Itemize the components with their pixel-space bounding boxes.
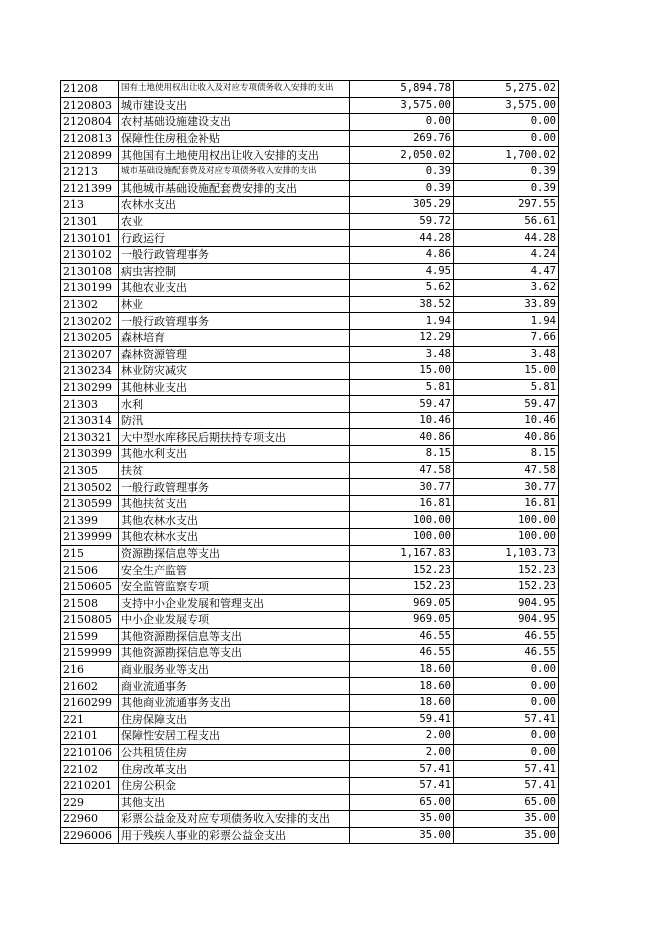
- table-row: [61, 827, 559, 844]
- account-name-cell: 林业防灾减灾: [119, 363, 350, 380]
- amount-cell-2: 100.00: [454, 529, 559, 546]
- table-row: [61, 363, 559, 380]
- amount-cell-1: 2,050.02: [350, 147, 454, 164]
- amount-cell-1: 16.81: [350, 495, 454, 512]
- account-name-cell: 森林资源管理: [119, 346, 350, 363]
- account-name-cell: 住房保障支出: [119, 711, 350, 728]
- table-row: [61, 612, 559, 629]
- account-code-cell: 2121399: [61, 180, 119, 197]
- account-name-cell: 森林培育: [119, 329, 350, 346]
- account-code-cell: 221: [61, 711, 119, 728]
- account-code-cell: 2210106: [61, 744, 119, 761]
- account-code-cell: 216: [61, 661, 119, 678]
- amount-cell-1: 8.15: [350, 446, 454, 463]
- amount-cell-1: 5,894.78: [350, 81, 454, 98]
- amount-cell-1: 18.60: [350, 661, 454, 678]
- account-name-cell: 一般行政管理事务: [119, 246, 350, 263]
- account-code-cell: 2130399: [61, 446, 119, 463]
- amount-cell-2: 0.00: [454, 114, 559, 131]
- amount-cell-2: 57.41: [454, 711, 559, 728]
- account-name-cell: 其他扶贫支出: [119, 495, 350, 512]
- account-name-cell: 其他林业支出: [119, 379, 350, 396]
- amount-cell-2: 33.89: [454, 296, 559, 313]
- account-code-cell: 2130599: [61, 495, 119, 512]
- account-name-cell: 行政运行: [119, 230, 350, 247]
- account-code-cell: 2150805: [61, 612, 119, 629]
- table-row: [61, 811, 559, 828]
- amount-cell-1: 44.28: [350, 230, 454, 247]
- account-name-cell: 一般行政管理事务: [119, 479, 350, 496]
- amount-cell-1: 2.00: [350, 728, 454, 745]
- amount-cell-1: 100.00: [350, 512, 454, 529]
- account-name-cell: 支持中小企业发展和管理支出: [119, 595, 350, 612]
- amount-cell-1: 4.86: [350, 246, 454, 263]
- amount-cell-2: 5,275.02: [454, 81, 559, 98]
- account-code-cell: 22960: [61, 811, 119, 828]
- account-code-cell: 213: [61, 197, 119, 214]
- account-name-cell: 其他国有土地使用权出让收入安排的支出: [119, 147, 350, 164]
- table-row: [61, 711, 559, 728]
- table-row: [61, 296, 559, 313]
- account-code-cell: 2130102: [61, 246, 119, 263]
- amount-cell-1: 59.72: [350, 213, 454, 230]
- amount-cell-2: 56.61: [454, 213, 559, 230]
- account-name-cell: 安全生产监管: [119, 562, 350, 579]
- account-code-cell: 2130299: [61, 379, 119, 396]
- table-row: [61, 545, 559, 562]
- table-row: [61, 329, 559, 346]
- account-name-cell: 水利: [119, 396, 350, 413]
- amount-cell-1: 57.41: [350, 777, 454, 794]
- amount-cell-2: 1,103.73: [454, 545, 559, 562]
- amount-cell-1: 152.23: [350, 578, 454, 595]
- account-name-cell: 安全监管监察专项: [119, 578, 350, 595]
- amount-cell-1: 38.52: [350, 296, 454, 313]
- amount-cell-2: 904.95: [454, 612, 559, 629]
- table-row: [61, 462, 559, 479]
- table-row: [61, 595, 559, 612]
- table-row: [61, 728, 559, 745]
- amount-cell-2: 35.00: [454, 827, 559, 844]
- account-code-cell: 21508: [61, 595, 119, 612]
- amount-cell-2: 5.81: [454, 379, 559, 396]
- amount-cell-1: 152.23: [350, 562, 454, 579]
- account-name-cell: 中小企业发展专项: [119, 612, 350, 629]
- account-code-cell: 2130314: [61, 412, 119, 429]
- account-name-cell: 扶贫: [119, 462, 350, 479]
- amount-cell-1: 18.60: [350, 694, 454, 711]
- table-row: [61, 346, 559, 363]
- amount-cell-1: 15.00: [350, 363, 454, 380]
- amount-cell-1: 5.81: [350, 379, 454, 396]
- table-row: [61, 694, 559, 711]
- account-name-cell: 保障性安居工程支出: [119, 728, 350, 745]
- account-code-cell: 2296006: [61, 827, 119, 844]
- table-row: [61, 794, 559, 811]
- account-code-cell: 2159999: [61, 645, 119, 662]
- account-code-cell: 2120899: [61, 147, 119, 164]
- account-name-cell: 其他支出: [119, 794, 350, 811]
- account-name-cell: 大中型水库移民后期扶持专项支出: [119, 429, 350, 446]
- table-row: [61, 180, 559, 197]
- account-code-cell: 21213: [61, 163, 119, 180]
- amount-cell-1: 57.41: [350, 761, 454, 778]
- table-row: [61, 163, 559, 180]
- table-row: [61, 313, 559, 330]
- account-code-cell: 2150605: [61, 578, 119, 595]
- account-name-cell: 住房公积金: [119, 777, 350, 794]
- account-name-cell: 一般行政管理事务: [119, 313, 350, 330]
- table-row: [61, 777, 559, 794]
- amount-cell-1: 18.60: [350, 678, 454, 695]
- amount-cell-1: 59.41: [350, 711, 454, 728]
- table-row: [61, 429, 559, 446]
- amount-cell-2: 8.15: [454, 446, 559, 463]
- account-code-cell: 2130207: [61, 346, 119, 363]
- amount-cell-2: 46.55: [454, 645, 559, 662]
- account-code-cell: 215: [61, 545, 119, 562]
- amount-cell-1: 47.58: [350, 462, 454, 479]
- amount-cell-1: 3,575.00: [350, 97, 454, 114]
- amount-cell-2: 904.95: [454, 595, 559, 612]
- amount-cell-2: 0.00: [454, 661, 559, 678]
- table-row: [61, 578, 559, 595]
- amount-cell-1: 59.47: [350, 396, 454, 413]
- amount-cell-1: 3.48: [350, 346, 454, 363]
- amount-cell-1: 305.29: [350, 197, 454, 214]
- amount-cell-1: 65.00: [350, 794, 454, 811]
- account-name-cell: 农业: [119, 213, 350, 230]
- account-code-cell: 21506: [61, 562, 119, 579]
- table-row: [61, 396, 559, 413]
- account-code-cell: 21208: [61, 81, 119, 98]
- amount-cell-2: 59.47: [454, 396, 559, 413]
- amount-cell-1: 46.55: [350, 628, 454, 645]
- amount-cell-1: 12.29: [350, 329, 454, 346]
- amount-cell-2: 3.48: [454, 346, 559, 363]
- amount-cell-1: 2.00: [350, 744, 454, 761]
- account-code-cell: 21602: [61, 678, 119, 695]
- table-row: [61, 114, 559, 131]
- account-name-cell: 农村基础设施建设支出: [119, 114, 350, 131]
- table-row: [61, 761, 559, 778]
- expenditure-table: [60, 80, 559, 844]
- amount-cell-2: 7.66: [454, 329, 559, 346]
- amount-cell-1: 40.86: [350, 429, 454, 446]
- account-name-cell: 商业服务业等支出: [119, 661, 350, 678]
- amount-cell-2: 44.28: [454, 230, 559, 247]
- account-code-cell: 21303: [61, 396, 119, 413]
- table-row: [61, 529, 559, 546]
- account-name-cell: 资源勘探信息等支出: [119, 545, 350, 562]
- account-code-cell: 2120804: [61, 114, 119, 131]
- amount-cell-1: 1,167.83: [350, 545, 454, 562]
- table-body: [61, 81, 559, 844]
- account-code-cell: 2130199: [61, 280, 119, 297]
- account-code-cell: 229: [61, 794, 119, 811]
- account-name-cell: 其他水利支出: [119, 446, 350, 463]
- account-name-cell: 防汛: [119, 412, 350, 429]
- account-code-cell: 2120803: [61, 97, 119, 114]
- table-row: [61, 197, 559, 214]
- amount-cell-2: 152.23: [454, 578, 559, 595]
- account-name-cell: 公共租赁住房: [119, 744, 350, 761]
- table-row: [61, 412, 559, 429]
- table-row: [61, 263, 559, 280]
- amount-cell-1: 30.77: [350, 479, 454, 496]
- amount-cell-2: 3.62: [454, 280, 559, 297]
- amount-cell-1: 969.05: [350, 612, 454, 629]
- amount-cell-2: 30.77: [454, 479, 559, 496]
- account-code-cell: 21302: [61, 296, 119, 313]
- amount-cell-2: 0.39: [454, 163, 559, 180]
- account-name-cell: 其他城市基础设施配套费安排的支出: [119, 180, 350, 197]
- amount-cell-1: 969.05: [350, 595, 454, 612]
- account-name-cell: 病虫害控制: [119, 263, 350, 280]
- amount-cell-1: 100.00: [350, 529, 454, 546]
- account-code-cell: 2130205: [61, 329, 119, 346]
- table-row: [61, 628, 559, 645]
- amount-cell-2: 10.46: [454, 412, 559, 429]
- account-name-cell: 其他农业支出: [119, 280, 350, 297]
- table-row: [61, 130, 559, 147]
- account-name-cell: 其他资源勘探信息等支出: [119, 628, 350, 645]
- account-code-cell: 2120813: [61, 130, 119, 147]
- account-name-cell: 其他农林水支出: [119, 529, 350, 546]
- amount-cell-2: 65.00: [454, 794, 559, 811]
- account-name-cell: 国有土地使用权出让收入及对应专项债务收入安排的支出: [119, 81, 350, 98]
- amount-cell-2: 15.00: [454, 363, 559, 380]
- amount-cell-1: 5.62: [350, 280, 454, 297]
- amount-cell-2: 46.55: [454, 628, 559, 645]
- account-name-cell: 用于残疾人事业的彩票公益金支出: [119, 827, 350, 844]
- table-row: [61, 495, 559, 512]
- account-code-cell: 21399: [61, 512, 119, 529]
- amount-cell-1: 46.55: [350, 645, 454, 662]
- table-row: [61, 744, 559, 761]
- table-row: [61, 479, 559, 496]
- table-row: [61, 446, 559, 463]
- amount-cell-1: 0.00: [350, 114, 454, 131]
- amount-cell-1: 35.00: [350, 811, 454, 828]
- account-name-cell: 林业: [119, 296, 350, 313]
- table-row: [61, 280, 559, 297]
- amount-cell-2: 35.00: [454, 811, 559, 828]
- account-code-cell: 22102: [61, 761, 119, 778]
- amount-cell-1: 1.94: [350, 313, 454, 330]
- amount-cell-2: 4.47: [454, 263, 559, 280]
- account-name-cell: 其他资源勘探信息等支出: [119, 645, 350, 662]
- table-row: [61, 562, 559, 579]
- account-code-cell: 2130108: [61, 263, 119, 280]
- account-name-cell: 彩票公益金及对应专项债务收入安排的支出: [119, 811, 350, 828]
- amount-cell-2: 40.86: [454, 429, 559, 446]
- table-row: [61, 379, 559, 396]
- account-name-cell: 商业流通事务: [119, 678, 350, 695]
- amount-cell-2: 297.55: [454, 197, 559, 214]
- amount-cell-1: 35.00: [350, 827, 454, 844]
- amount-cell-2: 1,700.02: [454, 147, 559, 164]
- account-code-cell: 2139999: [61, 529, 119, 546]
- amount-cell-2: 0.00: [454, 694, 559, 711]
- amount-cell-2: 16.81: [454, 495, 559, 512]
- account-code-cell: 2160299: [61, 694, 119, 711]
- account-name-cell: 城市建设支出: [119, 97, 350, 114]
- account-code-cell: 2130202: [61, 313, 119, 330]
- table-row: [61, 645, 559, 662]
- amount-cell-1: 269.76: [350, 130, 454, 147]
- table-row: [61, 512, 559, 529]
- account-name-cell: 其他商业流通事务支出: [119, 694, 350, 711]
- account-code-cell: 21301: [61, 213, 119, 230]
- table-row: [61, 81, 559, 98]
- account-code-cell: 21599: [61, 628, 119, 645]
- table-row: [61, 230, 559, 247]
- table-row: [61, 213, 559, 230]
- amount-cell-1: 4.95: [350, 263, 454, 280]
- amount-cell-1: 10.46: [350, 412, 454, 429]
- amount-cell-2: 47.58: [454, 462, 559, 479]
- amount-cell-1: 0.39: [350, 163, 454, 180]
- amount-cell-2: 3,575.00: [454, 97, 559, 114]
- account-code-cell: 2130502: [61, 479, 119, 496]
- account-name-cell: 住房改革支出: [119, 761, 350, 778]
- account-name-cell: 城市基础设施配套费及对应专项债务收入安排的支出: [119, 163, 350, 180]
- amount-cell-2: 0.00: [454, 728, 559, 745]
- amount-cell-2: 1.94: [454, 313, 559, 330]
- account-name-cell: 其他农林水支出: [119, 512, 350, 529]
- table-row: [61, 678, 559, 695]
- amount-cell-2: 57.41: [454, 777, 559, 794]
- account-code-cell: 2130321: [61, 429, 119, 446]
- table-row: [61, 246, 559, 263]
- amount-cell-2: 4.24: [454, 246, 559, 263]
- amount-cell-2: 0.00: [454, 678, 559, 695]
- amount-cell-2: 0.00: [454, 744, 559, 761]
- account-code-cell: 2130234: [61, 363, 119, 380]
- account-name-cell: 保障性住房租金补贴: [119, 130, 350, 147]
- account-code-cell: 22101: [61, 728, 119, 745]
- table-row: [61, 147, 559, 164]
- account-name-cell: 农林水支出: [119, 197, 350, 214]
- amount-cell-2: 100.00: [454, 512, 559, 529]
- account-code-cell: 21305: [61, 462, 119, 479]
- amount-cell-2: 152.23: [454, 562, 559, 579]
- account-code-cell: 2210201: [61, 777, 119, 794]
- amount-cell-2: 0.00: [454, 130, 559, 147]
- amount-cell-2: 0.39: [454, 180, 559, 197]
- table-row: [61, 97, 559, 114]
- table-row: [61, 661, 559, 678]
- account-code-cell: 2130101: [61, 230, 119, 247]
- amount-cell-2: 57.41: [454, 761, 559, 778]
- amount-cell-1: 0.39: [350, 180, 454, 197]
